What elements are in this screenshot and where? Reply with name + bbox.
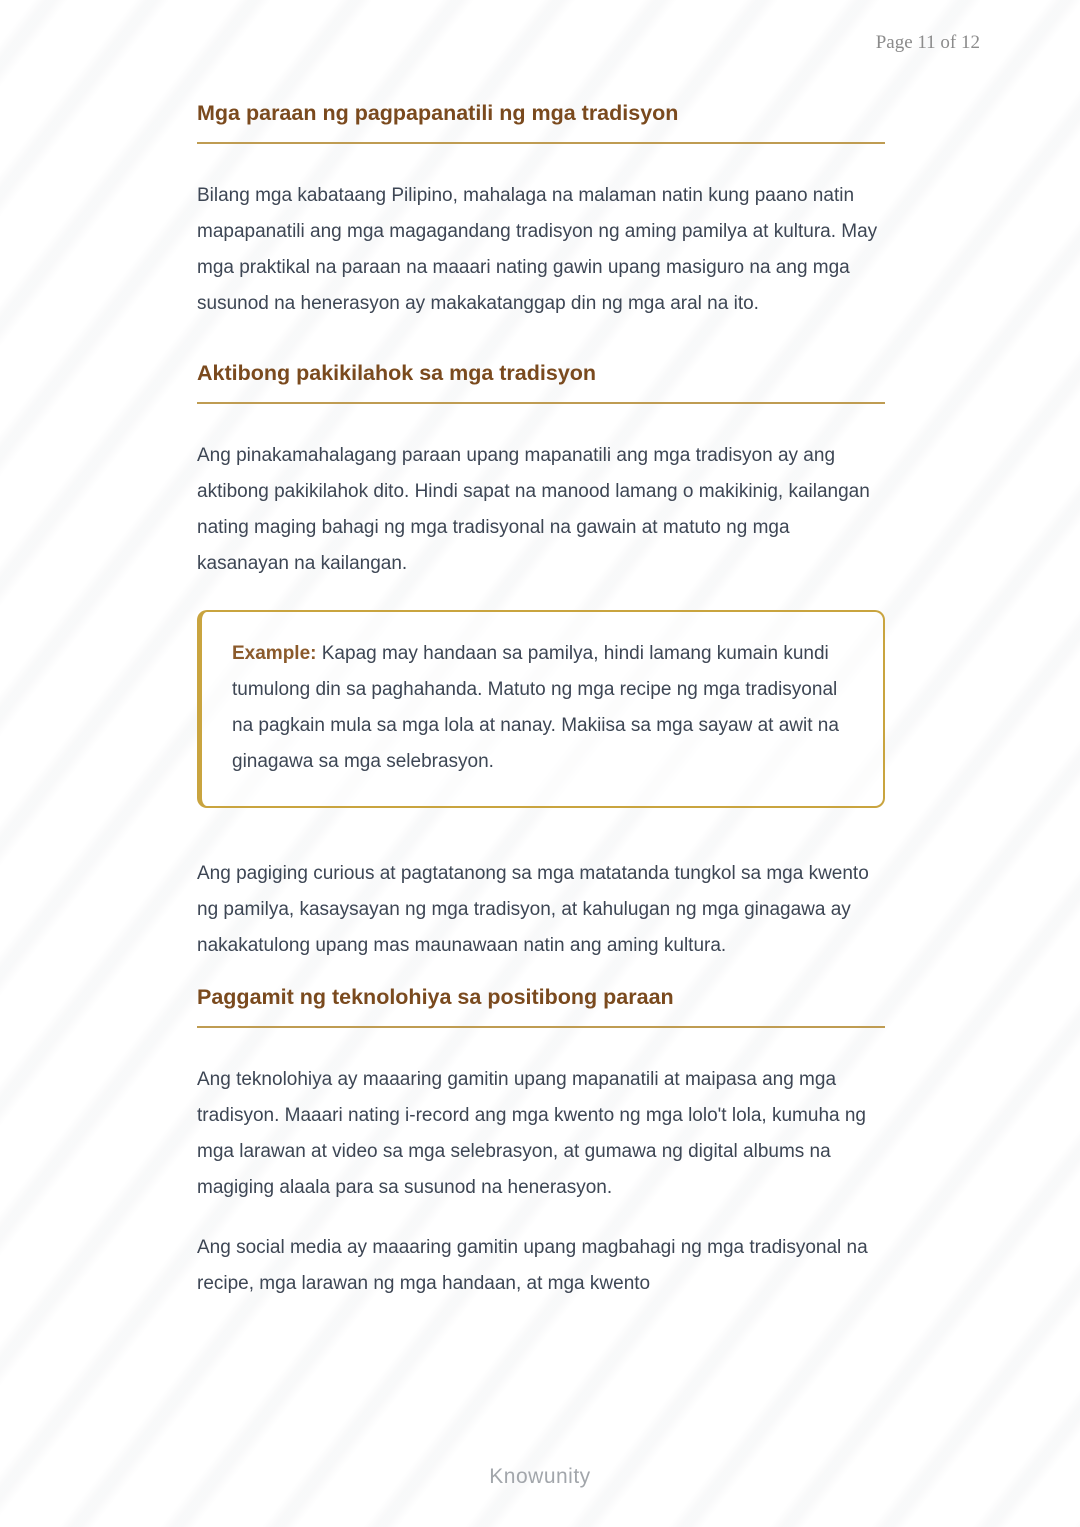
paragraph: Ang pagiging curious at pagtatanong sa mga matatanda tungkol sa mga kwento ng pamilya, kasaysayan ng mga tradisyon, at kahulugan ng mga ginagawa ay nakakatulong upang mas maunawaan natin ang aming kultura.	[197, 863, 869, 956]
example-text	[232, 636, 851, 780]
paragraph: Ang teknolohiya ay maaaring gamitin upang mapanatili at maipasa ang mga tradisyon. Maaari nating i-record ang mga kwento ng mga lolo't lola, kumuha ng mga larawan at video sa mga selebrasyon, at gumawa ng digital albums na magiging alaala para sa susunod na henerasyon.	[197, 1069, 866, 1198]
paragraph: Ang pinakamahalagang paraan upang mapanatili ang mga tradisyon ay ang aktibong pakikilahok dito. Hindi sapat na manood lamang o makikinig, kailangan nating maging bahagi ng mga tradisyonal na gawain at matuto ng mga kasanayan na kailangan.	[197, 445, 870, 574]
example-label: Example:	[232, 643, 317, 664]
example-body: Kapag may handaan sa pamilya, hindi lamang kumain kundi tumulong din sa paghahanda. Matuto ng mga recipe ng mga tradisyonal na pagkain mula sa mga lola at nanay. Makiisa sa mga sayaw at awit na ginagawa sa mga selebrasyon.	[232, 643, 839, 772]
document-content	[197, 0, 885, 1302]
example-box	[197, 610, 885, 808]
page-number: Page 11 of 12	[875, 32, 980, 53]
section-heading-teknolohiya: Paggamit ng teknolohiya sa positibong paraan	[197, 984, 885, 1028]
section-heading-pakikilahok: Aktibong pakikilahok sa mga tradisyon	[197, 360, 885, 404]
paragraph: Ang social media ay maaaring gamitin upang magbahagi ng mga tradisyonal na recipe, mga larawan ng mga handaan, at mga kwento	[197, 1237, 868, 1294]
paragraph: Bilang mga kabataang Pilipino, mahalaga na malaman natin kung paano natin mapapanatili ang mga magagandang tradisyon ng aming pamilya at kultura. May mga praktikal na paraan na maaari nating gawin upang masiguro na ang mga susunod na henerasyon ay makakatanggap din ng mga aral na ito.	[197, 185, 878, 314]
footer-brand: Knowunity	[489, 1465, 591, 1488]
section-heading-pagpapanatili: Mga paraan ng pagpapanatili ng mga tradisyon	[197, 100, 885, 144]
